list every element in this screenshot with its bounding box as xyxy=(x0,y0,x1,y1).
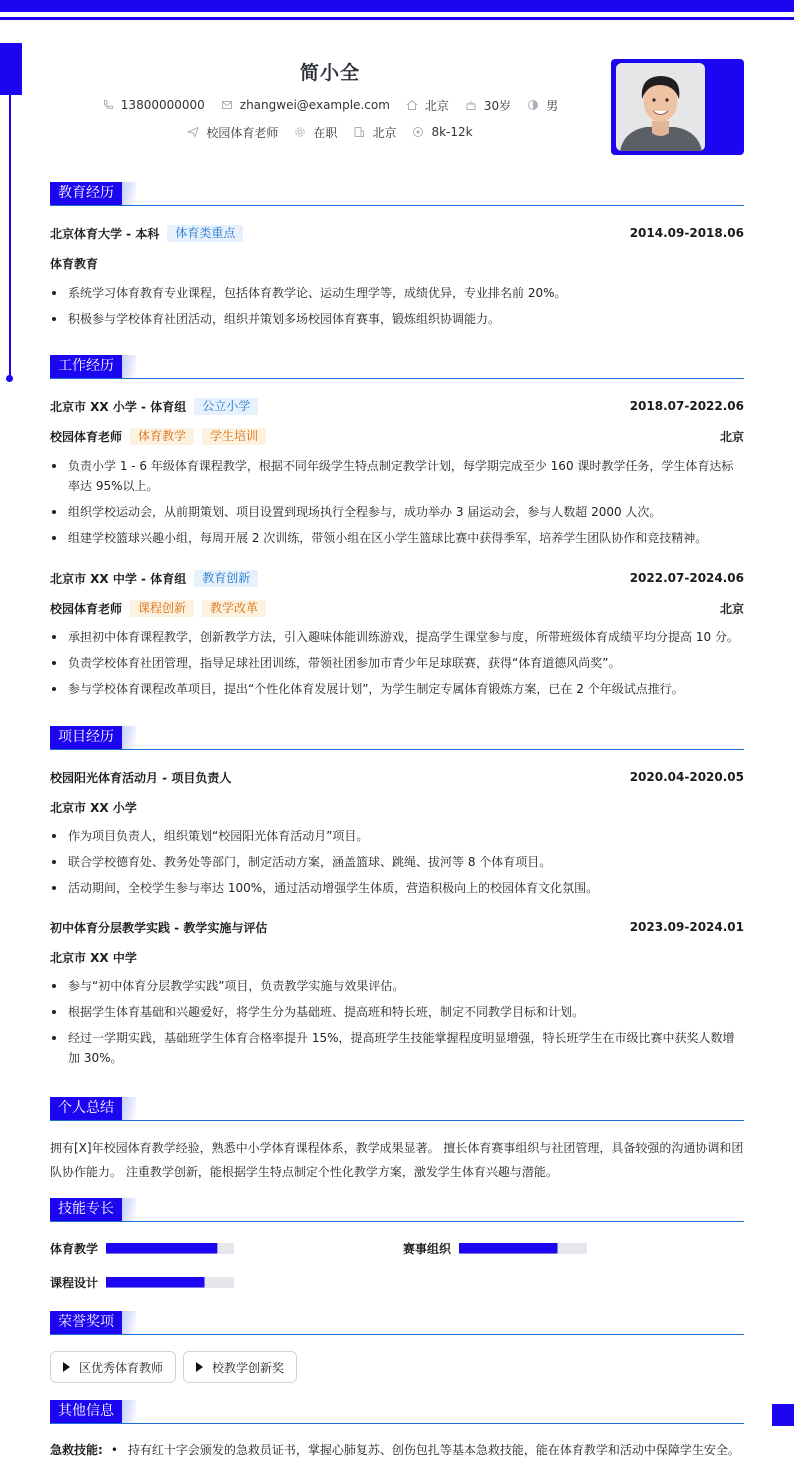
role-tag: 教学改革 xyxy=(202,600,266,617)
coin-icon xyxy=(412,126,424,138)
list-item: 经过一学期实践，基础班学生体育合格率提升 15%，提高班学生技能掌握程度明显增强，特长班学生在市级比赛中获奖人数增加 30%。 xyxy=(50,1028,744,1068)
section-label-tail xyxy=(122,1400,136,1423)
side-accent-line xyxy=(9,95,11,377)
awards-section-title xyxy=(50,1311,744,1335)
list-item: 组织学校运动会，从前期策划、项目设置到现场执行全程参与，成功举办 3 届运动会，参与人数超 2000 人次。 xyxy=(50,502,744,522)
skill-item xyxy=(403,1241,587,1255)
project-name: 校园阳光体育活动月 - 项目负责人 xyxy=(50,770,232,785)
skill-bar-fill xyxy=(106,1277,205,1288)
job-role: 校园体育老师 xyxy=(50,429,123,444)
section-label: 荣誉奖项 xyxy=(50,1311,122,1334)
candidate-name: 简小全 xyxy=(299,62,360,84)
corner-accent-block xyxy=(772,1404,794,1426)
age-text: 30岁 xyxy=(483,98,512,113)
phone-item xyxy=(102,98,205,112)
job-company: 北京市 XX 小学 - 体育组 xyxy=(50,399,187,414)
salary-text: 8k-12k xyxy=(431,125,473,139)
summary-section-title xyxy=(50,1097,744,1121)
skill-name: 体育教学 xyxy=(50,1241,99,1256)
company-tag: 公立小学 xyxy=(194,398,258,415)
list-item: 活动期间，全校学生参与率达 100%，通过活动增强学生体质，营造积极向上的校园体育文化氛围。 xyxy=(50,878,744,898)
projects-section-title xyxy=(50,726,744,750)
award-chip xyxy=(183,1351,297,1383)
education-major-row xyxy=(50,254,744,272)
phone-icon xyxy=(102,99,114,111)
section-label-tail xyxy=(122,1097,136,1120)
skill-name: 课程设计 xyxy=(50,1275,99,1290)
top-accent-line xyxy=(0,17,794,20)
target-city-text: 北京 xyxy=(372,125,397,140)
list-item: 参与“初中体育分层教学实践”项目，负责教学实施与效果评估。 xyxy=(50,976,744,996)
job-title-text: 校园体育老师 xyxy=(206,125,279,140)
education-section-title xyxy=(50,182,744,206)
age-item xyxy=(465,97,511,114)
work-section-title xyxy=(50,355,744,379)
job-1-bullets xyxy=(50,456,744,554)
city-item xyxy=(406,97,449,114)
education-date: 2014.09-2018.06 xyxy=(629,226,744,240)
skill-item xyxy=(50,1241,234,1255)
list-item: 承担初中体育课程教学，创新教学方法，引入趣味体能训练游戏，提高学生课堂参与度，所带班级体育成绩平均分提高 10 分。 xyxy=(50,627,744,647)
skill-bar xyxy=(106,1243,234,1254)
list-item: 联合学校德育处、教务处等部门，制定活动方案，涵盖篮球、跳绳、拔河等 8 个体育项目。 xyxy=(50,852,744,872)
skill-bar-fill xyxy=(106,1243,217,1254)
section-label-tail xyxy=(122,726,136,749)
location-icon xyxy=(406,99,418,111)
skill-bar xyxy=(459,1243,587,1254)
section-label: 工作经历 xyxy=(50,355,122,378)
skill-bar xyxy=(106,1277,234,1288)
send-icon xyxy=(187,126,199,138)
role-tag: 学生培训 xyxy=(202,428,266,445)
project-1-header xyxy=(50,768,744,786)
section-label: 其他信息 xyxy=(50,1400,122,1423)
mail-icon xyxy=(221,99,233,111)
award-label: 校教学创新奖 xyxy=(212,1360,285,1375)
side-accent-block xyxy=(0,43,22,95)
job-2-role-row xyxy=(50,599,744,617)
project-1-org-row xyxy=(50,798,744,816)
other-info-row xyxy=(50,1440,744,1460)
section-label-tail xyxy=(122,182,136,205)
school-name: 北京体育大学 - 本科 xyxy=(50,226,160,241)
gender-item xyxy=(527,97,558,114)
section-label-tail xyxy=(122,355,136,378)
photo-frame xyxy=(611,59,744,155)
company-tag: 教育创新 xyxy=(194,570,258,587)
age-icon xyxy=(465,99,477,111)
other-section-title xyxy=(50,1400,744,1424)
section-label: 教育经历 xyxy=(50,182,122,205)
project-org: 北京市 XX 中学 xyxy=(50,950,137,965)
bullet-dot: • xyxy=(110,1443,118,1457)
list-item: 系统学习体育教育专业课程，包括体育教学论、运动生理学等，成绩优异，专业排名前 20%。 xyxy=(50,283,744,303)
top-accent-bar xyxy=(0,0,794,12)
list-item: 根据学生体育基础和兴趣爱好，将学生分为基础班、提高班和特长班，制定不同教学目标和计划。 xyxy=(50,1002,744,1022)
status-item xyxy=(294,124,337,141)
job-role: 校园体育老师 xyxy=(50,601,123,616)
other-info-key: 急救技能: xyxy=(50,1443,103,1457)
section-label: 个人总结 xyxy=(50,1097,122,1120)
project-2-bullets xyxy=(50,976,744,1074)
role-tag: 课程创新 xyxy=(130,600,194,617)
contact-row xyxy=(50,96,610,114)
gender-icon xyxy=(527,99,539,111)
major-name: 体育教育 xyxy=(50,256,99,271)
role-tag: 体育教学 xyxy=(130,428,194,445)
phone-text: 13800000000 xyxy=(120,98,205,112)
project-date: 2020.04-2020.05 xyxy=(629,770,744,784)
education-bullets xyxy=(50,283,744,335)
email-text: zhangwei@example.com xyxy=(239,98,390,112)
project-2-header xyxy=(50,918,744,936)
list-item: 负责学校体育社团管理，指导足球社团训练，带领社团参加市青少年足球联赛，获得“体育道德风尚奖”。 xyxy=(50,653,744,673)
section-label-tail xyxy=(122,1311,136,1334)
salary-item xyxy=(412,125,472,139)
building-icon xyxy=(353,126,365,138)
gender-text: 男 xyxy=(546,98,559,113)
triangle-icon xyxy=(196,1362,203,1372)
job-2-bullets xyxy=(50,627,744,705)
gear-icon xyxy=(294,126,306,138)
list-item: 参与学校体育课程改革项目，提出“个性化体育发展计划”，为学生制定专属体育锻炼方案，已在 2 个年级试点推行。 xyxy=(50,679,744,699)
list-item: 作为项目负责人，组织策划“校园阳光体育活动月”项目。 xyxy=(50,826,744,846)
list-item: 负责小学 1 - 6 年级体育课程教学，根据不同年级学生特点制定教学计划，每学期完成至少 160 课时教学任务，学生体育达标率达 95%以上。 xyxy=(50,456,744,496)
summary-text: 拥有[X]年校园体育教学经验，熟悉中小学体育课程体系，教学成果显著。 擅长体育赛事组织与社团管理，具备较强的沟通协调和团队协作能力。 注重教学创新，能根据学生特点制定个性化教学方案，激发学生体育兴趣与潜能。 xyxy=(50,1141,744,1179)
job-location: 北京 xyxy=(719,429,744,444)
project-date: 2023.09-2024.01 xyxy=(629,920,744,934)
list-item: 组建学校篮球兴趣小组，每周开展 2 次训练，带领小组在区小学生篮球比赛中获得季军，培养学生团队协作和竞技精神。 xyxy=(50,528,744,548)
city-text: 北京 xyxy=(424,98,449,113)
section-label: 项目经历 xyxy=(50,726,122,749)
job-date: 2022.07-2024.06 xyxy=(629,571,744,585)
project-name: 初中体育分层教学实践 - 教学实施与评估 xyxy=(50,920,268,935)
side-accent-dot xyxy=(6,375,13,382)
resume-header xyxy=(50,58,610,141)
award-chip xyxy=(50,1351,176,1383)
email-item xyxy=(221,98,390,112)
list-item: 积极参与学校体育社团活动，组织并策划多场校园体育赛事，锻炼组织协调能力。 xyxy=(50,309,744,329)
project-2-org-row xyxy=(50,948,744,966)
job-1-role-row xyxy=(50,427,744,445)
award-label: 区优秀体育教师 xyxy=(79,1360,164,1375)
triangle-icon xyxy=(63,1362,70,1372)
skills-section-title xyxy=(50,1198,744,1222)
job-location: 北京 xyxy=(719,601,744,616)
status-text: 在职 xyxy=(313,125,338,140)
section-label-tail xyxy=(122,1198,136,1221)
job-date: 2018.07-2022.06 xyxy=(629,399,744,413)
avatar-photo xyxy=(616,63,705,151)
section-label: 技能专长 xyxy=(50,1198,122,1221)
job-company: 北京市 XX 中学 - 体育组 xyxy=(50,571,187,586)
project-org: 北京市 XX 小学 xyxy=(50,800,137,815)
other-info-value: 持有红十字会颁发的急救员证书，掌握心肺复苏、创伤包扎等基本急救技能，能在体育教学和活动中保障学生安全。 xyxy=(127,1443,740,1457)
skill-bar-fill xyxy=(459,1243,558,1254)
skill-item xyxy=(50,1275,234,1289)
education-entry-header xyxy=(50,224,744,242)
project-1-bullets xyxy=(50,826,744,904)
target-city-item xyxy=(353,124,396,141)
job-1-header xyxy=(50,397,744,415)
school-tag: 体育类重点 xyxy=(167,225,243,242)
job-intent-row xyxy=(50,123,610,141)
skill-name: 赛事组织 xyxy=(403,1241,452,1256)
job-2-header xyxy=(50,569,744,587)
job-title-item xyxy=(187,124,278,141)
